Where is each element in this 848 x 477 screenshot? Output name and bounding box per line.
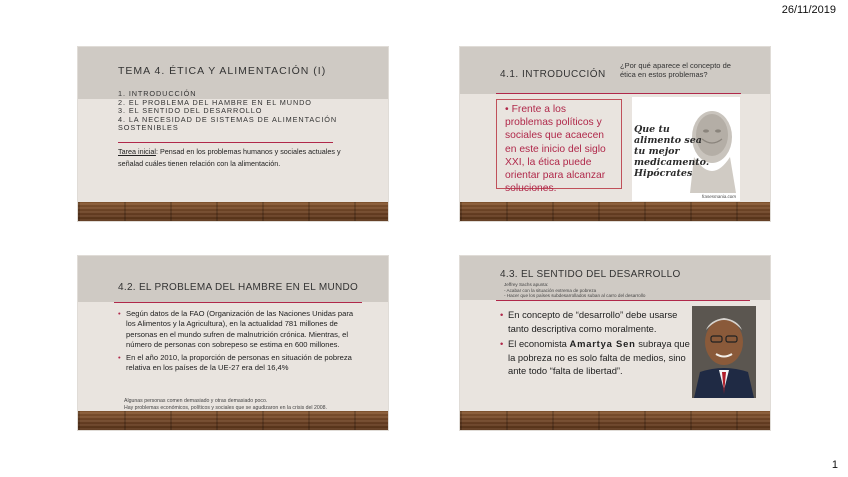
wood-floor-band (460, 202, 770, 221)
wood-floor-band (78, 202, 388, 221)
bullet-item (500, 337, 690, 378)
sub-line: - Acabar con la situación extrema de pobreza (504, 287, 597, 293)
bullet-item: • En concepto de “desarrollo” debe usarse tanto descriptiva como moralmente. (500, 308, 690, 335)
page-date: 26/11/2019 (781, 4, 836, 16)
slide-header (78, 256, 388, 302)
bullet-text: El economista (508, 338, 570, 349)
slide-title: 4.1. INTRODUCCIÓN (500, 69, 606, 80)
hippocrates-image (632, 97, 740, 201)
slide-1-thumbnail[interactable] (78, 47, 388, 221)
toc-item: 4. LA NECESIDAD DE SISTEMAS DE ALIMENTACIÓN (118, 114, 338, 124)
bullet-list (118, 309, 358, 377)
accent-divider (114, 302, 362, 303)
amartya-sen-photo (692, 306, 756, 398)
slide-4-thumbnail[interactable] (460, 256, 770, 430)
quote-text (634, 124, 709, 179)
slide-title: 4.3. EL SENTIDO DEL DESARROLLO (500, 269, 681, 280)
accent-divider (496, 300, 750, 301)
quote-line: alimento sea (634, 135, 702, 146)
source-watermark: frasesmania.com (701, 194, 736, 199)
page-number: 1 (831, 459, 838, 471)
slide-question: ¿Por qué aparece el concepto de ética en estos problemas? (620, 61, 731, 79)
accent-divider (496, 93, 741, 94)
toc-item: 2. EL PROBLEMA DEL HAMBRE EN EL MUNDO (118, 97, 312, 107)
bullet-list (500, 308, 690, 380)
toc-item: SOSTENIBLES (118, 123, 179, 133)
bullet-name: Amartya Sen (569, 338, 636, 349)
accent-divider (118, 142, 333, 143)
wood-floor-band (460, 411, 770, 430)
quote-line: Que tu (634, 124, 670, 135)
slide-subtitle-notes (504, 282, 645, 299)
note-line: Algunas personas comen demasiado y otras demasiado poco. (124, 398, 268, 404)
slide-3-thumbnail[interactable] (78, 256, 388, 430)
sub-line: - Hacer que los países subdesarrollados suban al carro del desarrollo (504, 293, 646, 299)
bullet-text: Frente a los problemas políticos y sociales que acaecen en este inicio del siglo XXI, la ética puede orientar para alcanzar soluciones. (505, 104, 606, 195)
quote-line: Hipócrates (634, 168, 693, 179)
bullet-item: • En el año 2010, la proporción de personas en situación de pobreza relativa en los países de la UE-27 era del 16,4% (118, 353, 358, 374)
toc-item: 3. EL SENTIDO DEL DESARROLLO (118, 106, 263, 116)
bullet-text: subraya que la pobreza no es solo falta de medios, sino ante todo “falta de libertad”. (508, 338, 690, 376)
quote-line: tu mejor (634, 146, 680, 157)
slide-2-thumbnail[interactable] (460, 47, 770, 221)
slide-title: 4.2. EL PROBLEMA DEL HAMBRE EN EL MUNDO (118, 282, 359, 293)
slide-title: TEMA 4. ÉTICA Y ALIMENTACIÓN (I) (118, 65, 327, 77)
quote-line: medicamento. (634, 157, 710, 168)
task-paragraph (118, 146, 348, 170)
sub-line: Jeffrey Sachs apunta: (504, 282, 549, 287)
bullet-icon: • (505, 104, 509, 115)
task-label: Tarea inicial (118, 147, 156, 156)
task-text: : Pensad en los problemas humanos y sociales actuales y señalad cuáles tienen relación con la alimentación. (118, 147, 341, 168)
note-line: Hay problemas económicos, políticos y sociales que se agudizaron en la crisis del 2008. (124, 405, 327, 412)
toc-item: 1. INTRODUCCIÓN (118, 89, 197, 98)
bullet-item: • Según datos de la FAO (Organización de las Naciones Unidas para los Alimentos y la Agricultura), en la actualidad 781 millones de personas en el mundo sufren de malnutrición crónica. Mientras, el número de personas con sobrepeso se estima en 600 millones. (118, 309, 358, 350)
portrait-illustration (692, 306, 756, 398)
table-of-contents (118, 90, 358, 133)
bullet-box (496, 99, 622, 195)
wood-floor-band (78, 411, 388, 430)
